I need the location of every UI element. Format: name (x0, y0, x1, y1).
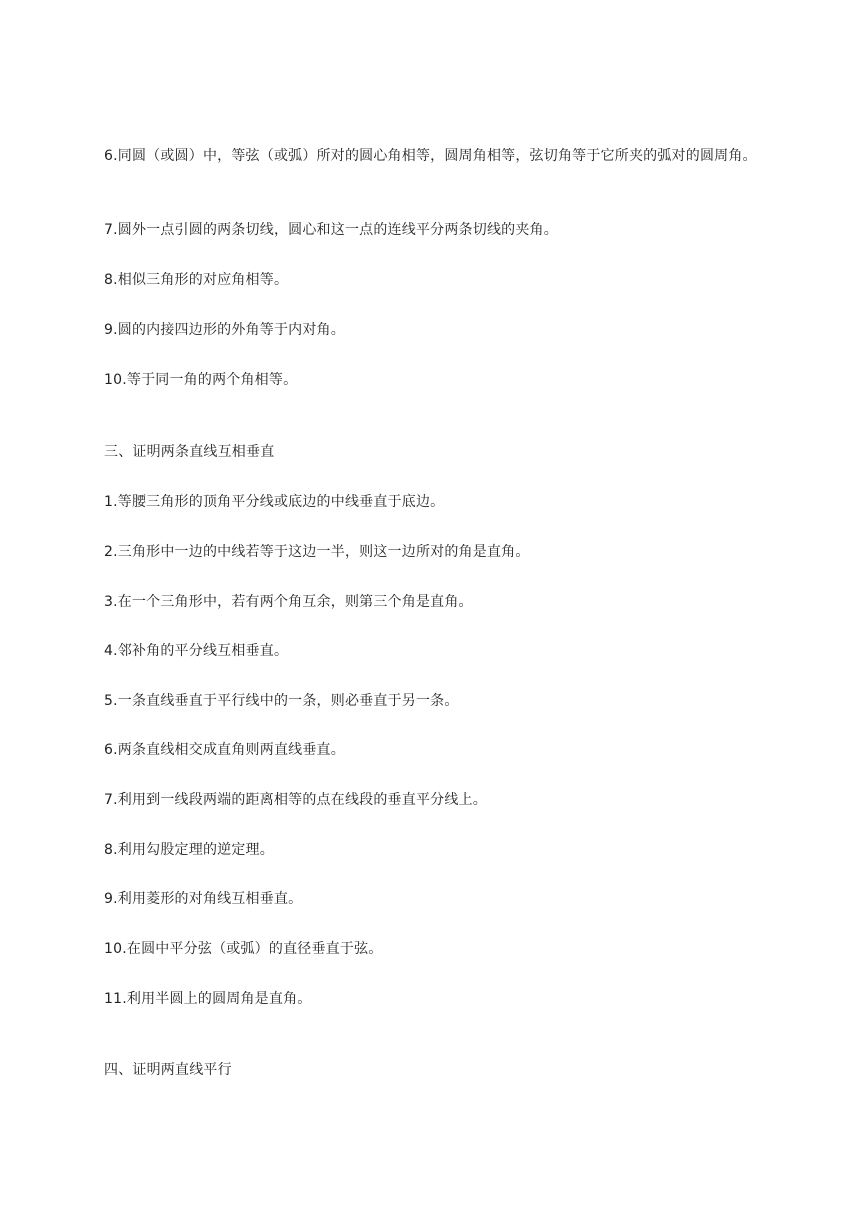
perpendicular-item-9: 9.利用菱形的对角线互相垂直。 (104, 891, 303, 907)
perpendicular-item-10: 10.在圆中平分弦（或弧）的直径垂直于弦。 (104, 941, 383, 957)
perpendicular-item-6: 6.两条直线相交成直角则两直线垂直。 (104, 742, 345, 758)
paragraph-angle-item-7: 7.圆外一点引圆的两条切线，圆心和这一点的连线平分两条切线的夹角。 (104, 222, 558, 238)
paragraph-angle-item-8: 8.相似三角形的对应角相等。 (104, 272, 289, 288)
perpendicular-item-5: 5.一条直线垂直于平行线中的一条，则必垂直于另一条。 (104, 693, 459, 709)
section-heading-perpendicular: 三、证明两条直线互相垂直 (104, 444, 275, 460)
perpendicular-item-4: 4.邻补角的平分线互相垂直。 (104, 643, 289, 659)
perpendicular-item-11: 11.利用半圆上的圆周角是直角。 (104, 991, 312, 1007)
paragraph-angle-item-10: 10.等于同一角的两个角相等。 (104, 372, 298, 388)
perpendicular-item-7: 7.利用到一线段两端的距离相等的点在线段的垂直平分线上。 (104, 792, 487, 808)
perpendicular-item-8: 8.利用勾股定理的逆定理。 (104, 842, 274, 858)
perpendicular-item-1: 1.等腰三角形的顶角平分线或底边的中线垂直于底边。 (104, 494, 445, 510)
section-heading-parallel: 四、证明两直线平行 (104, 1062, 232, 1078)
perpendicular-item-3: 3.在一个三角形中，若有两个角互余，则第三个角是直角。 (104, 594, 473, 610)
perpendicular-item-2: 2.三角形中一边的中线若等于这边一半，则这一边所对的角是直角。 (104, 544, 530, 560)
paragraph-angle-item-9: 9.圆的内接四边形的外角等于内对角。 (104, 322, 345, 338)
paragraph-angle-item-6: 6.同圆（或圆）中，等弦（或弧）所对的圆心角相等，圆周角相等，弦切角等于它所夹的弧对的圆周角。 (104, 148, 757, 164)
